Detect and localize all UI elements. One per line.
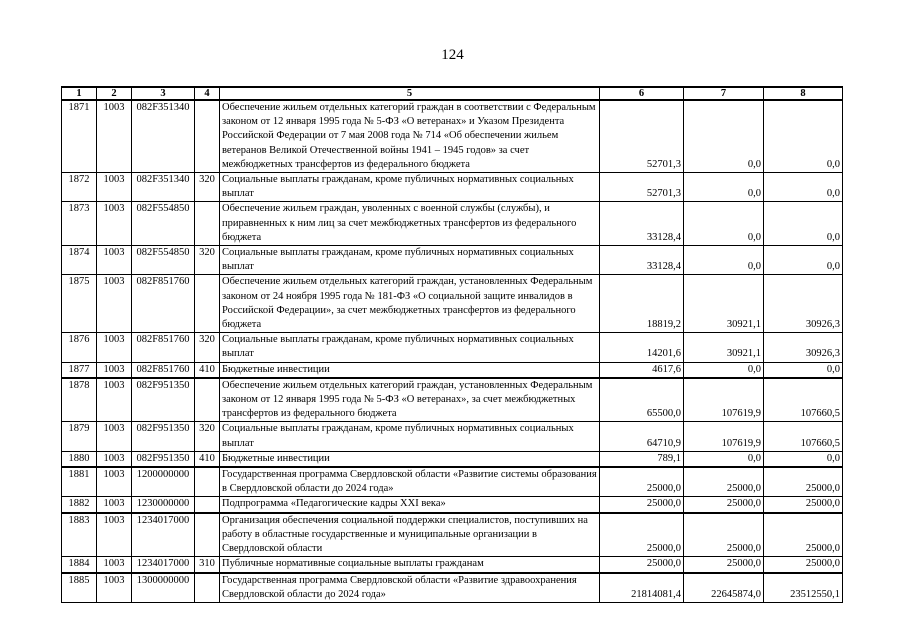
header-col-1: 1 (62, 87, 97, 100)
amount-col-6-cell: 25000,0 (600, 497, 684, 513)
description-cell: Социальные выплаты гражданам, кроме публичных нормативных социальных выплат (220, 246, 600, 275)
section-code-cell: 1003 (97, 573, 132, 603)
amount-col-6-cell: 25000,0 (600, 513, 684, 557)
description-cell: Социальные выплаты гражданам, кроме публичных нормативных социальных выплат (220, 422, 600, 451)
description-cell: Социальные выплаты гражданам, кроме публичных нормативных социальных выплат (220, 173, 600, 202)
amount-col-7-cell: 0,0 (684, 202, 764, 246)
table-row (62, 173, 843, 202)
target-code-cell: 082F851760 (132, 362, 195, 378)
table-row (62, 422, 843, 451)
amount-col-8-cell: 25000,0 (764, 557, 843, 573)
table-row (62, 275, 843, 333)
expense-type-cell: 320 (195, 333, 220, 362)
target-code-cell: 1200000000 (132, 467, 195, 497)
amount-col-8-cell: 0,0 (764, 202, 843, 246)
row-number-cell: 1876 (62, 333, 97, 362)
target-code-cell: 1300000000 (132, 573, 195, 603)
amount-col-7-cell: 0,0 (684, 362, 764, 378)
table-row (62, 467, 843, 497)
expense-type-cell (195, 573, 220, 603)
amount-col-8-cell: 0,0 (764, 362, 843, 378)
amount-col-8-cell: 0,0 (764, 451, 843, 467)
row-number-cell: 1874 (62, 246, 97, 275)
description-cell: Государственная программа Свердловской области «Развитие здравоохранения Свердловской области до 2024 года» (220, 573, 600, 603)
amount-col-8-cell: 107660,5 (764, 378, 843, 422)
expense-type-cell: 410 (195, 362, 220, 378)
table-row (62, 246, 843, 275)
amount-col-8-cell: 23512550,1 (764, 573, 843, 603)
table-row (62, 557, 843, 573)
section-code-cell: 1003 (97, 467, 132, 497)
table-row (62, 333, 843, 362)
target-code-cell: 082F851760 (132, 275, 195, 333)
expense-type-cell (195, 100, 220, 173)
amount-col-6-cell: 25000,0 (600, 557, 684, 573)
target-code-cell: 082F351340 (132, 100, 195, 173)
amount-col-8-cell: 25000,0 (764, 513, 843, 557)
target-code-cell: 082F851760 (132, 333, 195, 362)
section-code-cell: 1003 (97, 378, 132, 422)
amount-col-7-cell: 22645874,0 (684, 573, 764, 603)
row-number-cell: 1875 (62, 275, 97, 333)
header-col-3: 3 (132, 87, 195, 100)
table-row (62, 573, 843, 603)
amount-col-6-cell: 33128,4 (600, 202, 684, 246)
amount-col-8-cell: 107660,5 (764, 422, 843, 451)
amount-col-7-cell: 0,0 (684, 100, 764, 173)
header-col-8: 8 (764, 87, 843, 100)
row-number-cell: 1872 (62, 173, 97, 202)
description-cell: Бюджетные инвестиции (220, 362, 600, 378)
expense-type-cell: 320 (195, 246, 220, 275)
section-code-cell: 1003 (97, 451, 132, 467)
expense-type-cell: 310 (195, 557, 220, 573)
header-col-7: 7 (684, 87, 764, 100)
amount-col-7-cell: 25000,0 (684, 497, 764, 513)
row-number-cell: 1885 (62, 573, 97, 603)
description-cell: Организация обеспечения социальной поддержки специалистов, поступивших на работу в областные государственные и муниципальные организации в Свердловской области (220, 513, 600, 557)
table-body (62, 100, 843, 602)
expense-type-cell: 320 (195, 173, 220, 202)
amount-col-7-cell: 107619,9 (684, 378, 764, 422)
amount-col-8-cell: 25000,0 (764, 467, 843, 497)
amount-col-7-cell: 0,0 (684, 173, 764, 202)
description-cell: Обеспечение жильем отдельных категорий граждан, установленных Федеральным законом от 24 ноября 1995 года № 181-ФЗ «О социальной защите инвалидов в Российской Федерации», за счет межбюджетных трансфертов из федерального бюджета (220, 275, 600, 333)
header-col-6: 6 (600, 87, 684, 100)
page-number: 124 (441, 47, 464, 63)
description-cell: Государственная программа Свердловской области «Развитие системы образования в Свердловской области до 2024 года» (220, 467, 600, 497)
section-code-cell: 1003 (97, 422, 132, 451)
amount-col-7-cell: 107619,9 (684, 422, 764, 451)
expense-type-cell (195, 513, 220, 557)
table-row (62, 451, 843, 467)
description-cell: Подпрограмма «Педагогические кадры XXI века» (220, 497, 600, 513)
table-row (62, 497, 843, 513)
row-number-cell: 1884 (62, 557, 97, 573)
row-number-cell: 1878 (62, 378, 97, 422)
target-code-cell: 1234017000 (132, 513, 195, 557)
header-col-5: 5 (220, 87, 600, 100)
amount-col-6-cell: 33128,4 (600, 246, 684, 275)
amount-col-7-cell: 0,0 (684, 246, 764, 275)
table-row (62, 362, 843, 378)
amount-col-7-cell: 30921,1 (684, 333, 764, 362)
row-number-cell: 1881 (62, 467, 97, 497)
row-number-cell: 1873 (62, 202, 97, 246)
amount-col-6-cell: 52701,3 (600, 100, 684, 173)
description-cell: Обеспечение жильем граждан, уволенных с военной службы (службы), и приравненных к ним лиц за счет межбюджетных трансфертов из федерального бюджета (220, 202, 600, 246)
target-code-cell: 082F951350 (132, 451, 195, 467)
section-code-cell: 1003 (97, 202, 132, 246)
row-number-cell: 1877 (62, 362, 97, 378)
section-code-cell: 1003 (97, 173, 132, 202)
description-cell: Социальные выплаты гражданам, кроме публичных нормативных социальных выплат (220, 333, 600, 362)
header-col-2: 2 (97, 87, 132, 100)
amount-col-6-cell: 4617,6 (600, 362, 684, 378)
amount-col-6-cell: 14201,6 (600, 333, 684, 362)
amount-col-7-cell: 30921,1 (684, 275, 764, 333)
section-code-cell: 1003 (97, 362, 132, 378)
section-code-cell: 1003 (97, 246, 132, 275)
expense-type-cell (195, 202, 220, 246)
description-cell: Публичные нормативные социальные выплаты гражданам (220, 557, 600, 573)
amount-col-8-cell: 30926,3 (764, 275, 843, 333)
expense-type-cell: 410 (195, 451, 220, 467)
target-code-cell: 082F351340 (132, 173, 195, 202)
amount-col-8-cell: 25000,0 (764, 497, 843, 513)
amount-col-6-cell: 64710,9 (600, 422, 684, 451)
expense-type-cell (195, 378, 220, 422)
description-cell: Обеспечение жильем отдельных категорий граждан, установленных Федеральным законом от 12 января 1995 года № 5-ФЗ «О ветеранах», за счет межбюджетных трансфертов из федерального бюджета (220, 378, 600, 422)
amount-col-7-cell: 25000,0 (684, 557, 764, 573)
description-cell: Бюджетные инвестиции (220, 451, 600, 467)
amount-col-8-cell: 0,0 (764, 100, 843, 173)
row-number-cell: 1882 (62, 497, 97, 513)
table-row (62, 378, 843, 422)
amount-col-6-cell: 18819,2 (600, 275, 684, 333)
table-row (62, 100, 843, 173)
table-row (62, 513, 843, 557)
header-row (62, 87, 843, 100)
target-code-cell: 1230000000 (132, 497, 195, 513)
expense-type-cell: 320 (195, 422, 220, 451)
header-col-4: 4 (195, 87, 220, 100)
row-number-cell: 1880 (62, 451, 97, 467)
section-code-cell: 1003 (97, 100, 132, 173)
amount-col-6-cell: 65500,0 (600, 378, 684, 422)
row-number-cell: 1871 (62, 100, 97, 173)
target-code-cell: 082F951350 (132, 422, 195, 451)
row-number-cell: 1879 (62, 422, 97, 451)
amount-col-6-cell: 21814081,4 (600, 573, 684, 603)
amount-col-7-cell: 25000,0 (684, 513, 764, 557)
section-code-cell: 1003 (97, 333, 132, 362)
budget-table (61, 86, 843, 603)
amount-col-6-cell: 789,1 (600, 451, 684, 467)
section-code-cell: 1003 (97, 275, 132, 333)
amount-col-7-cell: 25000,0 (684, 467, 764, 497)
target-code-cell: 082F554850 (132, 246, 195, 275)
target-code-cell: 082F554850 (132, 202, 195, 246)
section-code-cell: 1003 (97, 497, 132, 513)
expense-type-cell (195, 467, 220, 497)
target-code-cell: 1234017000 (132, 557, 195, 573)
amount-col-8-cell: 0,0 (764, 173, 843, 202)
amount-col-6-cell: 25000,0 (600, 467, 684, 497)
expense-type-cell (195, 497, 220, 513)
section-code-cell: 1003 (97, 513, 132, 557)
section-code-cell: 1003 (97, 557, 132, 573)
target-code-cell: 082F951350 (132, 378, 195, 422)
description-cell: Обеспечение жильем отдельных категорий граждан в соответствии с Федеральным законом от 12 января 1995 года № 5-ФЗ «О ветеранах» и Указом Президента Российской Федерации от 7 мая 2008 года № 714 «Об обеспечении жильем ветеранов Великой Отечественной войны 1941 – 1945 годов» за счет межбюджетных трансфертов из федерального бюджета (220, 100, 600, 173)
amount-col-8-cell: 30926,3 (764, 333, 843, 362)
amount-col-7-cell: 0,0 (684, 451, 764, 467)
amount-col-6-cell: 52701,3 (600, 173, 684, 202)
row-number-cell: 1883 (62, 513, 97, 557)
table-row (62, 202, 843, 246)
amount-col-8-cell: 0,0 (764, 246, 843, 275)
expense-type-cell (195, 275, 220, 333)
